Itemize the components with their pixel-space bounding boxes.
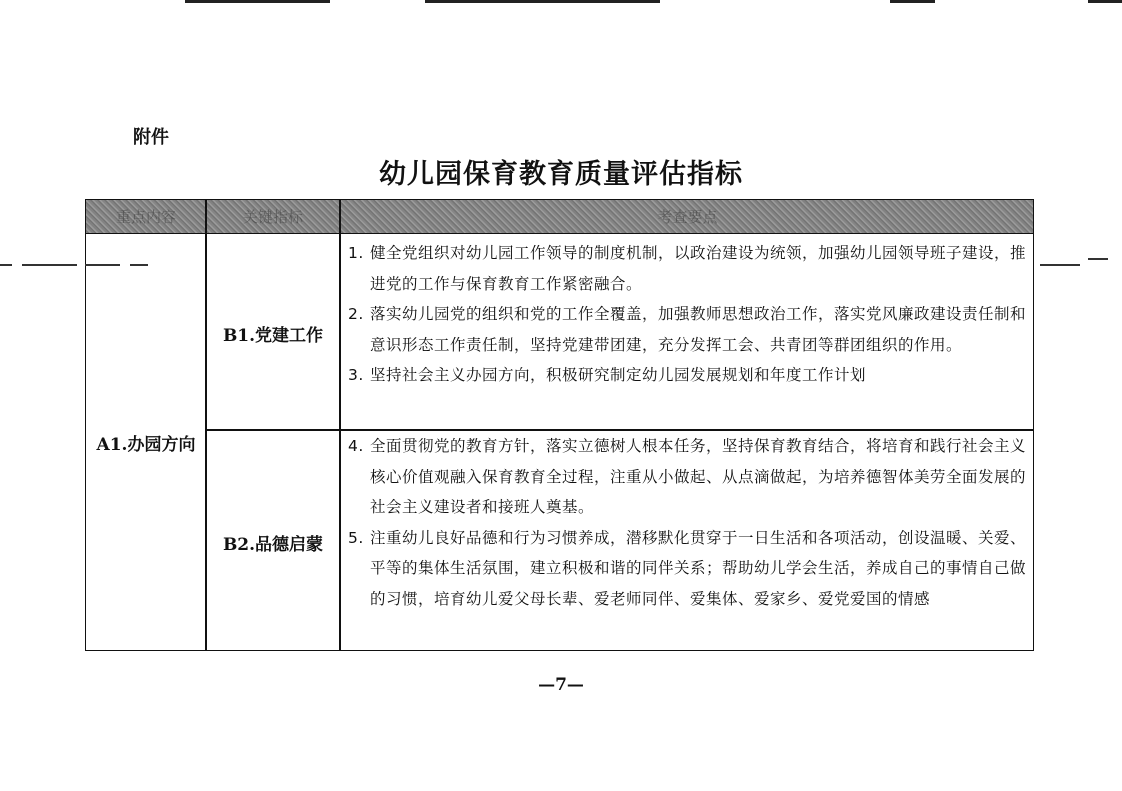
scan-artifact-top-3 [890,0,935,3]
item-number: 3. [348,366,364,384]
key-indicator-b1: B1.党建工作 [222,326,324,346]
key-indicator-b2: B2.品德启蒙 [222,535,324,555]
page-title: 幼儿园保育教育质量评估指标 [379,159,743,190]
check-points-b1 [348,238,1028,391]
item-number: 2. [348,305,364,323]
table-header [86,200,1033,234]
attachment-label: 附件 [133,127,169,148]
item-text: 健全党组织对幼儿园工作领导的制度机制，以政治建设为统领，加强幼儿园领导班子建设，推进党的工作与保育教育工作紧密融合。 [370,244,1027,293]
column-divider-1 [205,200,207,650]
check-points-b2 [348,431,1028,614]
check-point-item [348,360,1028,391]
scan-artifact-dash [1088,258,1108,260]
item-number: 5. [348,528,364,547]
scan-artifact-dash [85,264,120,266]
header-key-indicator: 关键指标 [242,208,303,226]
item-text: 注重幼儿良好品德和行为习惯养成，潜移默化贯穿于一日生活和各项活动，创设温暖、关爱、平等的集体生活氛围，建立积极和谐的同伴关系；帮助幼儿学会生活，养成自己的事情自己做的习惯，培育幼儿爱父母长辈、爱老师同伴、爱集体、爱家乡、爱党爱国的情感 [370,528,1027,608]
check-point-item [348,299,1028,360]
item-number: 4. [348,437,364,455]
evaluation-table [85,199,1034,651]
item-text: 全面贯彻党的教育方针，落实立德树人根本任务，坚持保育教育结合，将培育和践行社会主义核心价值观融入保育教育全过程，注重从小做起、从点滴做起，为培养德智体美劳全面发展的社会主义建设者和接班人奠基。 [370,437,1027,516]
key-content-cell: A1.办园方向 [96,435,196,455]
scan-artifact-dash [130,264,148,266]
page-number: —7— [538,675,584,695]
scan-artifact-top-2 [425,0,660,3]
item-number: 1. [348,244,364,262]
header-check-points: 考查要点 [657,208,718,226]
scan-artifact-dash [22,264,77,266]
scan-artifact-dash [0,264,12,266]
check-point-item [348,431,1028,523]
header-key-content: 重点内容 [115,208,176,226]
scan-artifact-top-4 [1088,0,1122,3]
scan-artifact-dash [1040,264,1080,266]
check-point-item [348,238,1028,299]
column-divider-2 [339,200,341,650]
scan-artifact-top-1 [185,0,330,3]
item-text: 坚持社会主义办园方向，积极研究制定幼儿园发展规划和年度工作计划 [370,366,867,384]
check-point-item [348,523,1028,615]
item-text: 落实幼儿园党的组织和党的工作全覆盖，加强教师思想政治工作，落实党风廉政建设责任制和意识形态工作责任制，坚持党建带团建，充分发挥工会、共青团等群团组织的作用。 [370,305,1027,354]
